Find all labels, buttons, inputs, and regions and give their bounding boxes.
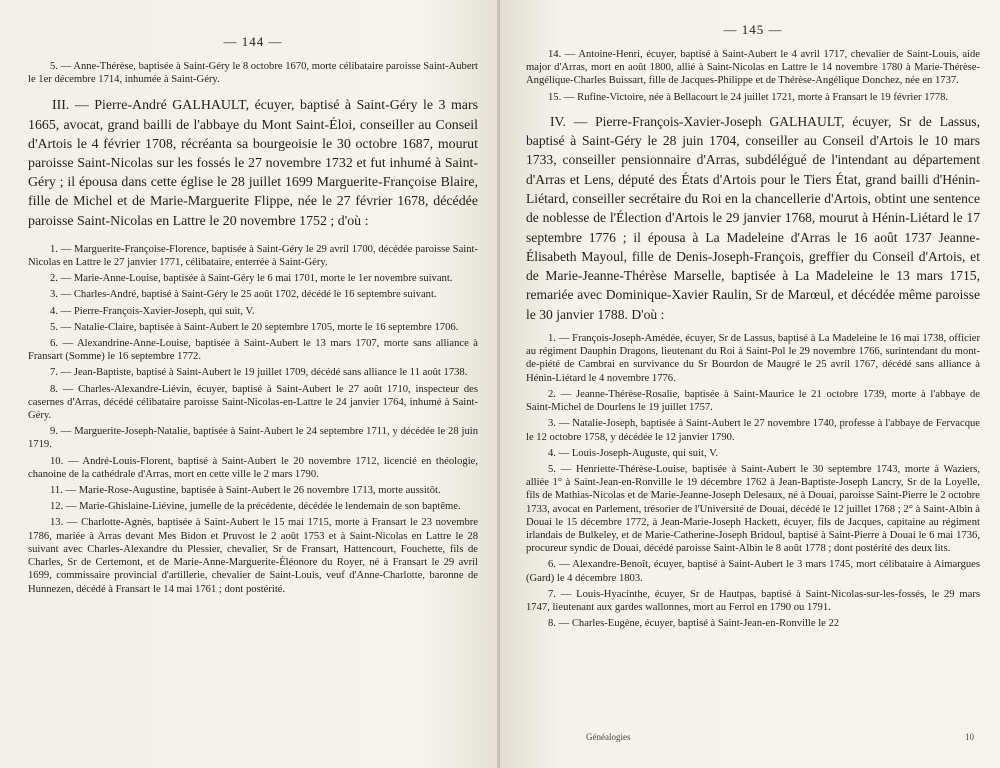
generation-paragraph: IV. — Pierre-François-Xavier-Joseph GALHAULT, écuyer, Sr de Lassus, baptisé à Saint-Géry le 28 juin 1704, conseiller au Conseil d'Artois le 10 mars 1733, conseiller pensionnaire d'Arras, subdélégué de l'intendant au département d'Arras et Lens, député des États d'Artois pour le Tiers État, grand bailli d'Hénin-Liétard, conseiller secrétaire du Roi en la chancellerie d'Artois, obtint une sentence de noblesse de l'Élection d'Artois le 29 janvier 1768, mourut à Hénin-Liétard le 17 septembre 1776 ; il épousa à La Madeleine d'Arras le 16 août 1737 Jeanne-Élisabeth Mayoul, fille de Denis-Joseph-François, greffier du Conseil d'Artois, et de Marie-Jeanne-Thérèse Marselle, baptisée à La Madeleine le 13 mars 1715, remariée avec Dominique-Xavier Raulin, Sr de Marœul, et décédée même paroisse le 30 janvier 1788. D'où : xyxy=(526,113,980,322)
generation-paragraph: III. — Pierre-André GALHAULT, écuyer, baptisé à Saint-Géry le 3 mars 1665, avocat, grand bailli de l'abbaye du Mont Saint-Éloi, conseiller au Conseil d'Artois le 4 février 1708, récréanta sa bourgeoisie le 30 octobre 1687, mourut paroisse Saint-Nicolas sur les fossés le 27 novembre 1732 et fut inhumé à Saint-Géry ; il épousa dans cette église le 28 juillet 1699 Marguerite-Françoise Blaire, fille de Michel et de Marie-Marguerite Flippe, née le 27 février 1678, décédée paroisse Saint-Nicolas en Lattre le 20 novembre 1752 ; d'où : xyxy=(28,98,478,229)
paragraph: 12. — Marie-Ghislaine-Liévine, jumelle de la précédente, décédée le lendemain de son baptême. xyxy=(50,501,461,513)
paragraph: 6. — Alexandrine-Anne-Louise, baptisée à Saint-Aubert le 13 mars 1707, morte sans alliance à Fransart (Somme) le 16 septembre 1772. xyxy=(28,338,478,363)
paragraph: 9. — Marguerite-Joseph-Natalie, baptisée à Saint-Aubert le 24 septembre 1711, y décédée le 28 juin 1719. xyxy=(28,426,478,451)
paragraph: 5. — Natalie-Claire, baptisée à Saint-Aubert le 20 septembre 1705, morte le 16 septembre 1706. xyxy=(50,321,459,333)
paragraph: 2. — Marie-Anne-Louise, baptisée à Saint-Géry le 6 mai 1701, morte le 1er novembre suivant. xyxy=(50,273,453,285)
right-page xyxy=(500,0,1000,768)
page-footer xyxy=(586,732,974,742)
paragraph: 11. — Marie-Rose-Augustine, baptisée à Saint-Aubert le 26 novembre 1713, morte aussitôt. xyxy=(50,485,441,497)
paragraph: 8. — Charles-Alexandre-Liévin, écuyer, baptisé à Saint-Aubert le 27 août 1710, inspecteur des casernes d'Arras, décédé célibataire paroisse Saint-Nicolas-en-Lattre le 24 janvier 1764, inhumé à Saint-Géry. xyxy=(28,383,478,422)
paragraph: 15. — Rufine-Victoire, née à Bellacourt le 24 juillet 1721, morte à Fransart le 19 février 1778. xyxy=(548,91,949,103)
right-page-body xyxy=(526,48,980,630)
paragraph: 8. — Charles-Eugène, écuyer, baptisé à Saint-Jean-en-Ronville le 22 xyxy=(548,618,840,630)
paragraph: 2. — Jeanne-Thérèse-Rosalie, baptisée à Saint-Maurice le 21 octobre 1739, morte à l'abbaye de Saint-Michel de Dourlens le 19 juillet 1757. xyxy=(526,388,980,414)
paragraph: 13. — Charlotte-Agnès, baptisée à Saint-Aubert le 15 mai 1715, morte à Fransart le 23 novembre 1786, mariée à Arras devant Mes Bidon et Pruvost le 2 août 1753 et à Saint-Nicolas en Lattre le 28 suivant avec Charles-Alexandre du Plessier, chevalier, Sr de Fransart, Hattencourt, Fouchette, fils de Charles, Sr de Certemont, et de Marie-Anne-Marguerite-Éléonore du Royer, né à Fransart le 29 avril 1699, commissaire provincial d'artillerie, chevalier de Saint-Louis, veuf d'Anne-Charlotte, baronne de Hunnezen, décédé à Fransart le 14 mai 1761 ; dont postérité. xyxy=(28,517,478,595)
paragraph: 1. — François-Joseph-Amédée, écuyer, Sr de Lassus, baptisé à La Madeleine le 16 mai 1738, officier au régiment Dauphin Dragons, lieutenant du Roi à Saint-Pol le 29 novembre 1766, surintendant du mont-de-piété de Cambrai en survivance du Sr Bourdon de Maugré le 25 avril 1767, décédé sans alliance à Hénin-Liétard le 4 novembre 1776. xyxy=(526,333,980,384)
paragraph: 14. — Antoine-Henri, écuyer, baptisé à Saint-Aubert le 4 avril 1717, chevalier de Saint-Louis, aide major d'Arras, mort en août 1800, allié à Saint-Nicolas en Lattre le 14 novembre 1780 à Marie-Thérèse-Angélique-Charles Buissart, fille de Jacques-Philippe et de Thérèse-Angélique Donchez, née en 1737. xyxy=(526,49,980,87)
footer-sheet-number: 10 xyxy=(965,732,974,742)
paragraph: 6. — Alexandre-Benoît, écuyer, baptisé à Saint-Aubert le 3 mars 1745, mort célibataire à Aimargues (Gard) le 4 décembre 1803. xyxy=(526,559,980,584)
paragraph: 7. — Louis-Hyacinthe, écuyer, Sr de Hautpas, baptisé à Saint-Nicolas-sur-les-fossés, le 29 mars 1747, lieutenant aux gardes wallonnes, mort au Ferrol en 1790 ou 1791. xyxy=(526,588,980,613)
paragraph: 7. — Jean-Baptiste, baptisé à Saint-Aubert le 19 juillet 1709, décédé sans alliance le 11 août 1738. xyxy=(50,367,468,379)
paragraph: 10. — André-Louis-Florent, baptisé à Saint-Aubert le 20 novembre 1712, licencié en théologie, chanoine de la cathédrale d'Arras, mort en cette ville le 2 mars 1790. xyxy=(28,455,478,480)
paragraph: 4. — Louis-Joseph-Auguste, qui suit, V. xyxy=(548,447,718,459)
left-page-body xyxy=(28,60,478,596)
paragraph: 5. — Henriette-Thérèse-Louise, baptisée à Saint-Aubert le 30 septembre 1743, morte à Waziers, alliée 1° à Saint-Jean-en-Ronville le 19 décembre 1762 à Jean-Baptiste-Joseph Lancry, Sr de la Loyelle, fils de Mathias-Nicolas et de Marie-Jeanne-Joseph Delesaux, né à Douai, paroisse Saint-Pierre le 2 octobre 1733, avocat en Parlement, trésorier de l'Université de Douai, décédé le 12 juillet 1768 ; 2° à Saint-Albin à Douai le 15 décembre 1772, à Jean-Marie-Joseph Hackett, écuyer, fils de Jacques, capitaine au régiment irlandais de Bulkeley, et de Marie-Catherine-Joseph Bridoul, baptisé à Saint-Pierre à Douai le 6 mai 1736, procureur syndic de Douai, décédé paroisse Saint-Albin le 8 août 1778 ; dont postérité des deux lits. xyxy=(526,463,980,555)
paragraph: 3. — Natalie-Joseph, baptisée à Saint-Aubert le 27 novembre 1740, professe à l'abbaye de Fervacque le 12 octobre 1758, y décédée le 12 janvier 1790. xyxy=(526,418,980,443)
paragraph: 5. — Anne-Thérèse, baptisée à Saint-Géry le 8 octobre 1670, morte célibataire paroisse Saint-Aubert le 1er décembre 1714, inhumée à Saint-Géry. xyxy=(28,61,478,86)
footer-signature: Généalogies xyxy=(586,732,631,742)
paragraph: 4. — Pierre-François-Xavier-Joseph, qui suit, V. xyxy=(50,305,255,317)
paragraph: 3. — Charles-André, baptisé à Saint-Géry le 25 août 1702, décédé le 16 septembre suivant. xyxy=(50,289,437,301)
page-number: — 144 — xyxy=(223,34,283,49)
page-number: — 145 — xyxy=(723,22,783,37)
paragraph: 1. — Marguerite-Françoise-Florence, baptisée à Saint-Géry le 29 avril 1700, décédée paroisse Saint-Nicolas en Lattre le 27 janvier 1771, célibataire, enterrée à Saint-Géry. xyxy=(28,243,478,269)
